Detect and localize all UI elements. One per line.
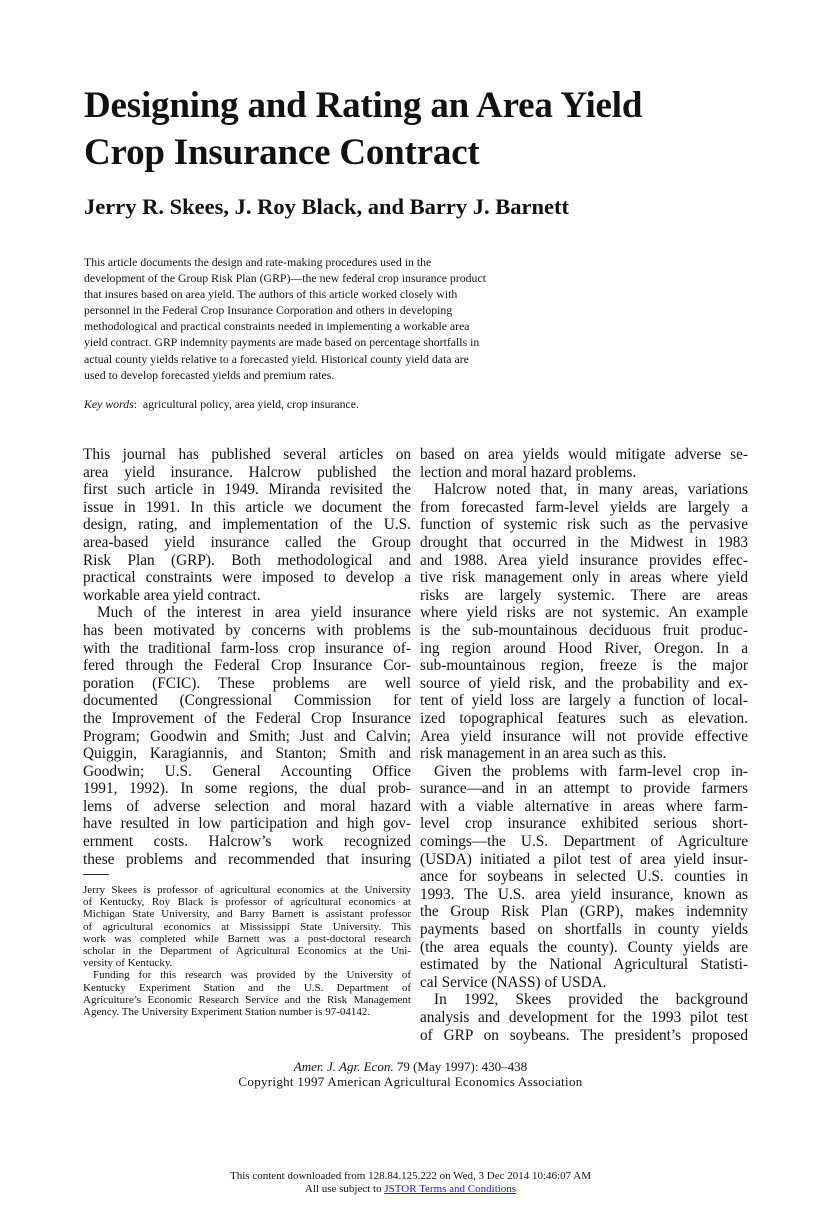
text-line: scholar in the Department of Agricultural Economics at the Uni- <box>83 944 411 957</box>
text-line: risks are largely systemic. There are areas <box>420 586 748 604</box>
abstract-line: methodological and practical constraints needed in implementing a workable area <box>84 319 470 334</box>
abstract-line: yield contract. GRP indemnity payments are made based on percentage shortfalls in <box>84 335 480 350</box>
abstract-line: personnel in the Federal Crop Insurance Corporation and others in developing <box>84 303 453 318</box>
text-line: lection and moral hazard problems. <box>420 463 637 481</box>
text-line: first such article in 1949. Miranda revisited the <box>83 481 411 499</box>
text-line: Quiggin, Karagiannis, and Stanton; Smith and <box>83 745 411 763</box>
text-line: where yield risks are not systemic. An example <box>420 604 748 622</box>
paragraph <box>83 969 411 1018</box>
text-line: (USDA) initiated a pilot test of area yield insur- <box>420 850 748 868</box>
text-line: payments based on shortfalls in county yields <box>420 921 748 939</box>
paragraph <box>420 991 748 1044</box>
footnote-divider <box>83 874 109 875</box>
text-line: This journal has published several articles on <box>83 446 411 463</box>
text-line: area-based yield insurance called the Group <box>83 533 411 551</box>
text-line: Funding for this research was provided by the University of <box>93 969 411 982</box>
text-line: versity of Kentucky. <box>83 957 173 970</box>
text-line: these problems and recommended that insuring <box>83 850 411 868</box>
text-line: analysis and development for the 1993 pilot test <box>420 1009 748 1026</box>
text-line: Goodwin; U.S. General Accounting Office <box>83 762 411 780</box>
text-line: cal Service (NASS) of USDA. <box>420 973 607 991</box>
text-line: is the sub-mountainous deciduous fruit produc- <box>420 621 748 639</box>
text-line: practical constraints were imposed to develop a <box>83 569 411 587</box>
body-column-left <box>83 446 411 868</box>
text-line: tive risk management only in areas where yield <box>420 569 748 587</box>
text-line: documented (Congressional Commission for <box>83 692 411 710</box>
paragraph <box>420 481 748 763</box>
text-line: Jerry Skees is professor of agricultural economics at the University <box>83 884 411 896</box>
text-line: Michigan State University, and Barry Barnett is assistant professor <box>83 908 411 921</box>
author-list: Jerry R. Skees, J. Roy Black, and Barry J. Barnett <box>84 194 569 219</box>
text-line: Given the problems with farm-level crop in- <box>434 762 748 780</box>
text-line: ing region around Hood River, Oregon. In a <box>420 639 748 657</box>
text-line: comings—the U.S. Department of Agriculture <box>420 833 748 851</box>
jstor-terms-link[interactable]: JSTOR Terms and Conditions <box>384 1182 517 1195</box>
text-line: design, rating, and implementation of the U.S. <box>83 516 411 534</box>
text-line: ized topographical features such as elevation. <box>420 709 748 727</box>
text-line: based on area yields would mitigate adverse se- <box>420 446 748 463</box>
body-column-right <box>420 446 748 1044</box>
text-line: ance for soybeans in selected U.S. counties in <box>420 868 748 886</box>
keywords-sep: : <box>133 397 137 411</box>
text-line: sub-mountainous region, freeze is the major <box>420 657 748 675</box>
journal-citation <box>0 1059 821 1089</box>
keywords-label: Key words <box>84 397 134 411</box>
text-line: fered through the Federal Crop Insurance Cor- <box>83 657 411 675</box>
text-line: the Improvement of the Federal Crop Insurance <box>83 709 411 727</box>
abstract-line: actual county yields relative to a forecasted yield. Historical county yield data are <box>84 351 469 366</box>
text-line: ernment costs. Halcrow’s work recognized <box>83 833 411 851</box>
keywords-text: agricultural policy, area yield, crop insurance. <box>142 397 359 411</box>
text-line: and 1988. Area yield insurance provides effec- <box>420 551 748 569</box>
text-line: with the traditional farm-loss crop insurance of- <box>83 639 411 657</box>
paragraph <box>83 604 411 868</box>
text-line: with a viable alternative in areas where farm- <box>420 797 748 815</box>
text-line: lems of adverse selection and moral hazard <box>83 797 411 815</box>
text-line: drought that occurred in the Midwest in 1983 <box>420 533 748 551</box>
text-line: Much of the interest in area yield insurance <box>97 604 411 622</box>
text-line: (the area equals the county). County yields are <box>420 938 748 956</box>
text-line: poration (FCIC). These problems are well <box>83 674 411 692</box>
text-line: Halcrow noted that, in many areas, variations <box>434 481 748 499</box>
abstract-line: development of the Group Risk Plan (GRP)—the new federal crop insurance product <box>84 271 486 286</box>
author-footnote <box>83 884 411 1018</box>
text-line: function of systemic risk such as the pervasive <box>420 516 748 534</box>
abstract-line: This article documents the design and rate-making procedures used in the <box>84 255 432 269</box>
text-line: estimated by the National Agricultural Statisti- <box>420 956 748 974</box>
paragraph <box>83 884 411 969</box>
text-line: level crop insurance exhibited serious short- <box>420 815 748 833</box>
abstract-line: that insures based on area yield. The authors of this article worked closely with <box>84 287 458 302</box>
text-line: In 1992, Skees provided the background <box>434 991 748 1009</box>
text-line: Agriculture’s Economic Research Service and the Risk Management <box>83 993 411 1006</box>
text-line: Agency. The University Experiment Station number is 97-04142. <box>83 1005 371 1018</box>
text-line: area yield insurance. Halcrow published the <box>83 463 411 481</box>
text-line: of Kentucky, Roy Black is professor of agricultural economics at <box>83 896 411 909</box>
text-line: work was completed while Barnett was a post-doctoral research <box>83 932 411 945</box>
paragraph <box>83 446 411 604</box>
citation-details: 79 (May 1997): 430–438 <box>393 1059 528 1074</box>
text-line: source of yield risk, and the probability and ex- <box>420 674 748 692</box>
text-line: 1991, 1992). In some regions, the dual prob- <box>83 780 411 798</box>
text-line: 1993. The U.S. area yield insurance, known as <box>420 885 748 903</box>
text-line: Kentucky Experiment Station and the U.S. Department of <box>83 981 411 994</box>
abstract-line: used to develop forecasted yields and premium rates. <box>84 367 335 382</box>
text-line: from forecasted farm-level yields are largely a <box>420 498 748 516</box>
text-line: tent of yield loss are largely a function of local- <box>420 692 748 710</box>
paragraph <box>420 763 748 992</box>
title-line: Designing and Rating an Area Yield <box>84 85 643 126</box>
text-line: of agricultural economics at Mississippi State University. This <box>83 920 411 933</box>
text-line: have resulted in low participation and high gov- <box>83 815 411 833</box>
text-line: surance—and in an attempt to provide farmers <box>420 780 748 798</box>
text-line: issue in 1991. In this article we document the <box>83 498 411 516</box>
paragraph <box>420 446 748 481</box>
text-line: Area yield insurance will not provide effective <box>420 727 748 745</box>
copyright-line: Copyright 1997 American Agricultural Economics Association <box>238 1074 583 1089</box>
text-line: workable area yield contract. <box>83 586 261 604</box>
download-info: This content downloaded from 128.84.125.222 on Wed, 3 Dec 2014 10:46:07 AM <box>230 1170 591 1182</box>
text-line: risk management in an area such as this. <box>420 745 667 763</box>
use-prefix: All use subject to <box>304 1182 385 1195</box>
text-line: Risk Plan (GRP). Both methodological and <box>83 551 411 569</box>
text-line: the Group Risk Plan (GRP), makes indemnity <box>420 903 748 921</box>
article-title <box>84 82 642 176</box>
title-line: Crop Insurance Contract <box>84 132 480 173</box>
keywords <box>84 396 359 412</box>
text-line: Program; Goodwin and Smith; Just and Calvin; <box>83 727 411 745</box>
text-line: of GRP on soybeans. The president’s proposed <box>420 1026 748 1044</box>
journal-name: Amer. J. Agr. Econ. <box>293 1059 394 1074</box>
jstor-notice <box>0 1170 821 1195</box>
text-line: has been motivated by concerns with problems <box>83 621 411 639</box>
abstract <box>84 254 486 383</box>
